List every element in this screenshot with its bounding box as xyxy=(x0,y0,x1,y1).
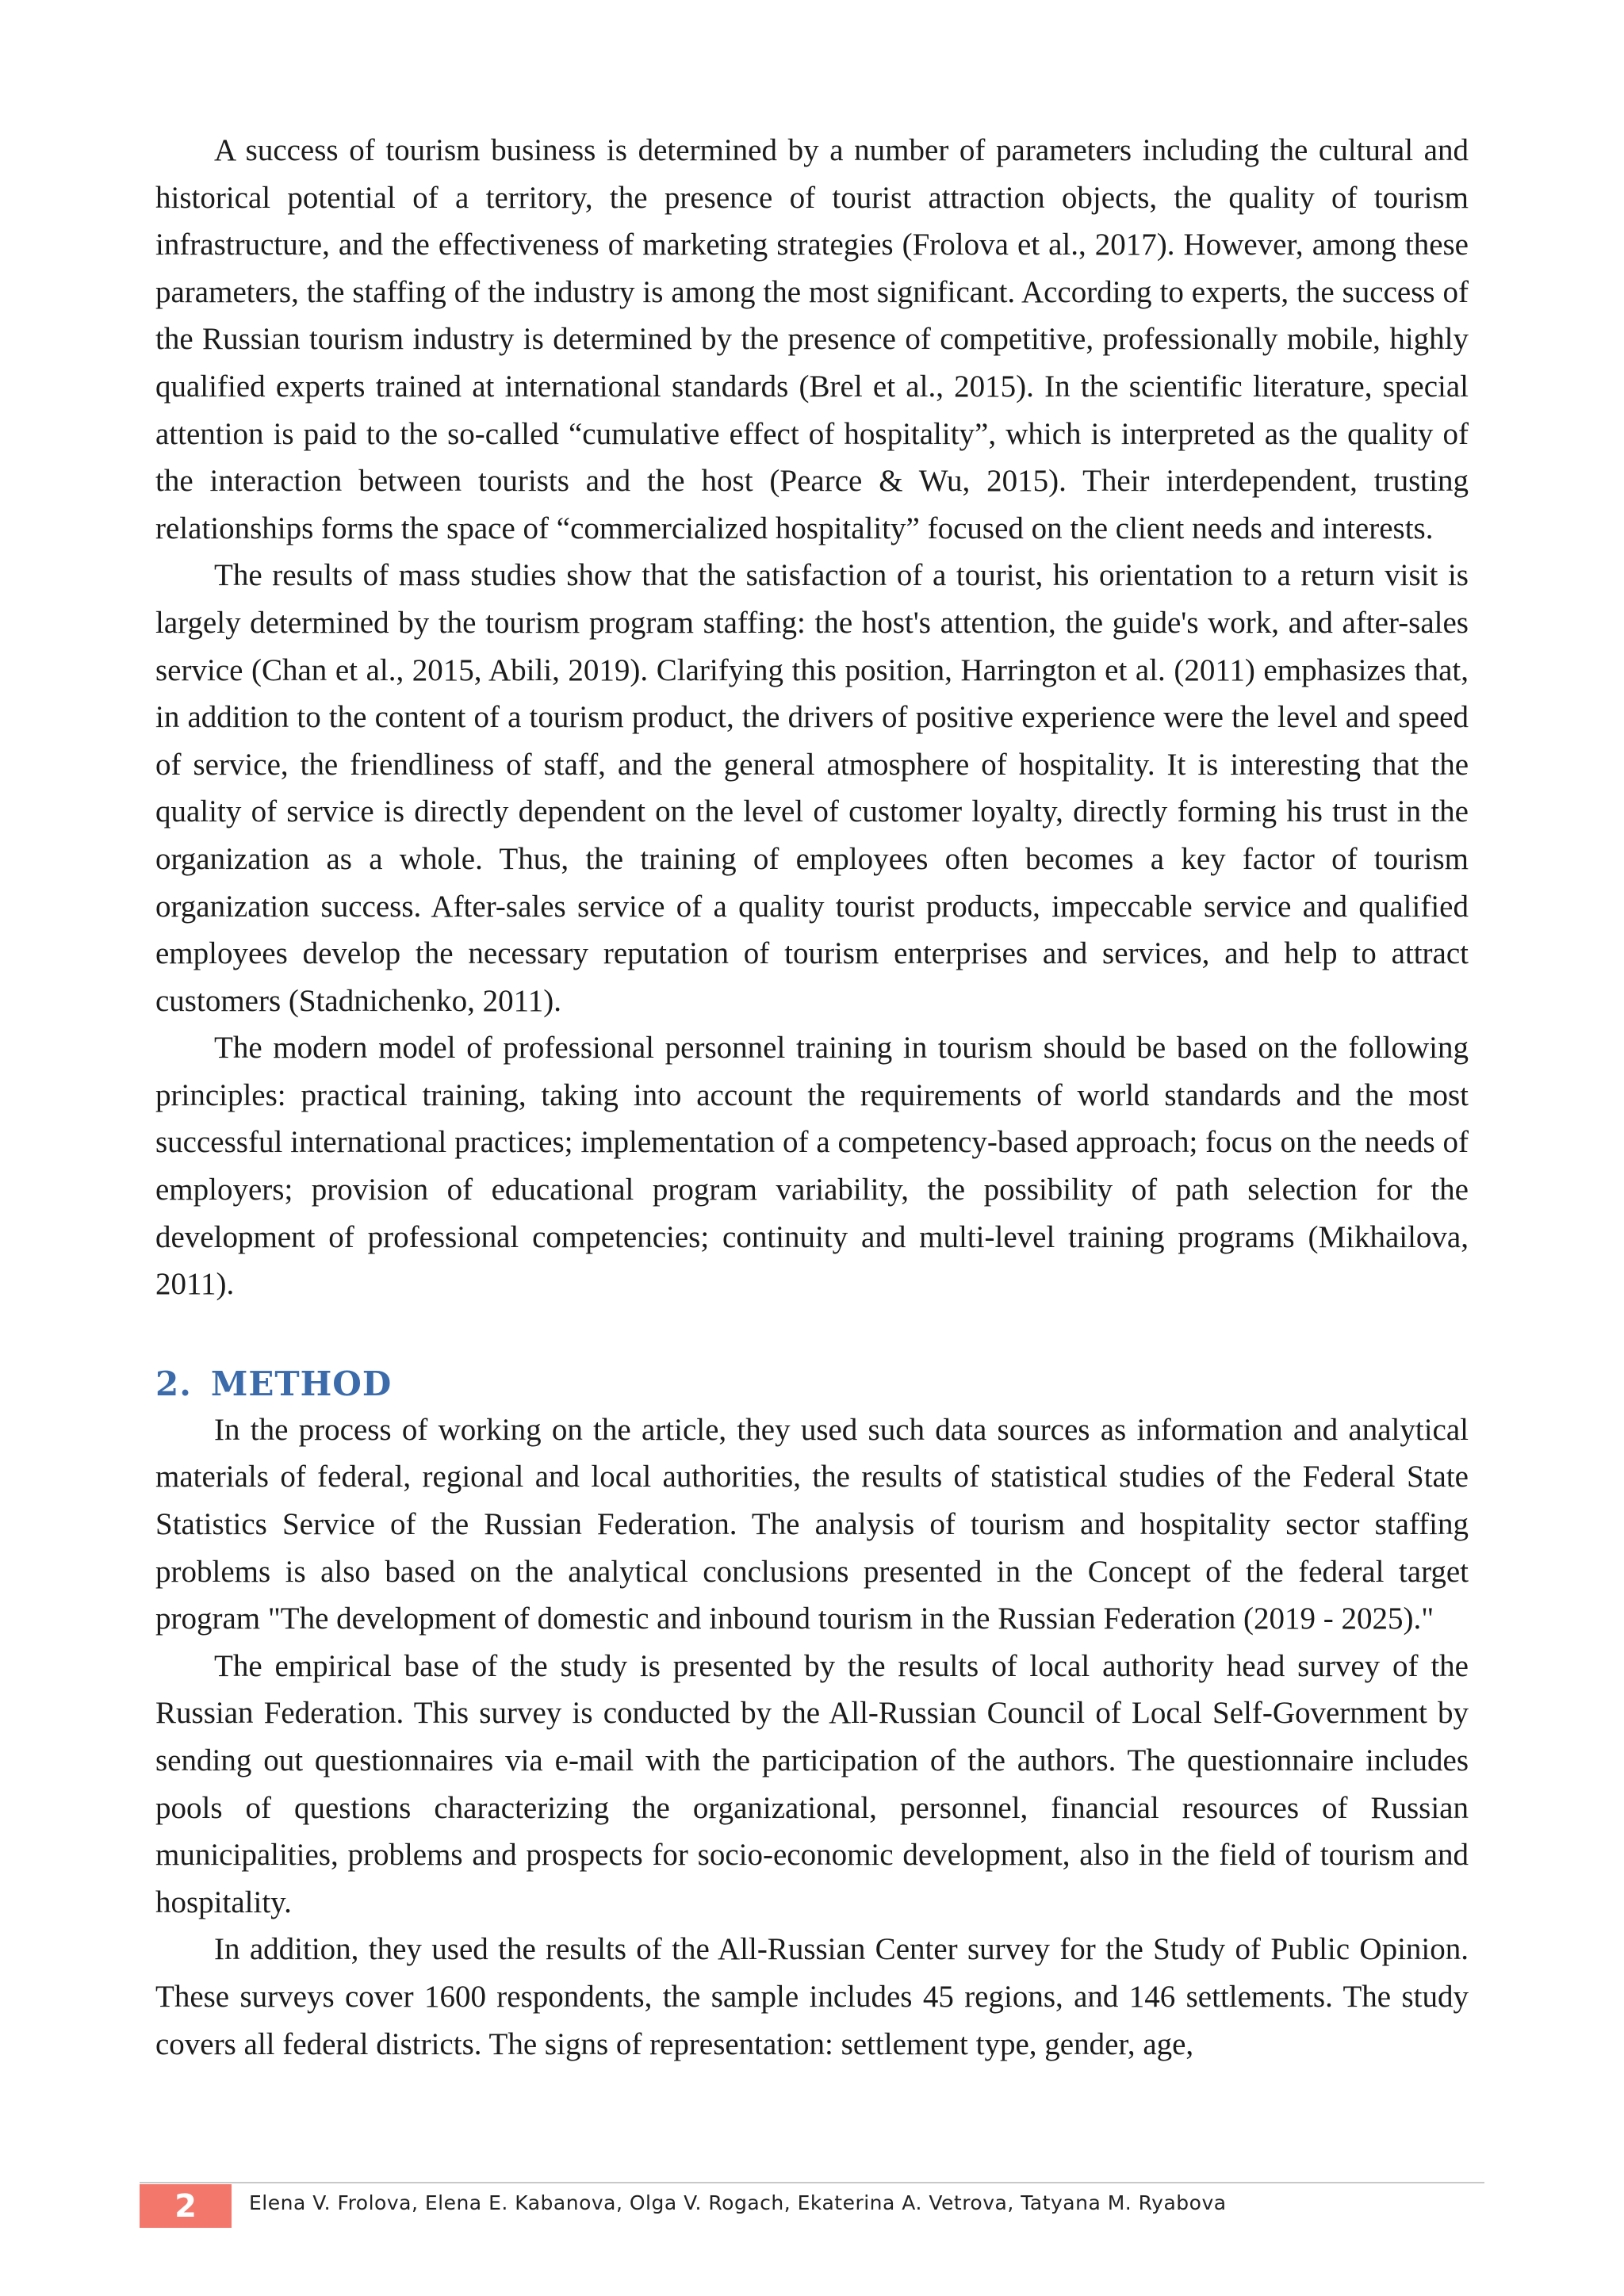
section-number: 2. xyxy=(155,1364,192,1403)
paragraph-empirical-base: The empirical base of the study is presented by the results of local authority head survey of the Russian Federation. This survey is conducted by the All-Russian Council of Local Self-Government by sending out questionnaires via e-mail with the participation of the authors. The questionnaire includes pools of questions characterizing the organizational, personnel, financial resources of Russian municipalities, problems and prospects for socio-economic development, also in the field of tourism and hospitality. xyxy=(155,1648,1469,1919)
paragraph-modern-model: The modern model of professional personnel training in tourism should be based on the following principles: practical training, taking into account the requirements of world standards and the most successful international practices; implementation of a competency-based approach; focus on the needs of employers; provision of educational program variability, the possibility of path selection for the development of professional competencies; continuity and multi-level training programs (Mikhailova, 2011). xyxy=(155,1031,1469,1302)
paragraph-mass-studies: The results of mass studies show that the satisfaction of a tourist, his orientation to a return visit is largely determined by the tourism program staffing: the host's attention, the guide's work, and after-sales service (Chan et al., 2015, Abili, 2019). Clarifying this position, Harrington et al. (2011) emphasizes that, in addition to the content of a tourism product, the drivers of positive experience were the level and speed of service, the friendliness of staff, and the general atmosphere of hospitality. It is interesting that the quality of service is directly dependent on the level of customer loyalty, directly forming his trust in the organization as a whole. Thus, the training of employees often becomes a key factor of tourism organization success. After-sales service of a quality tourist products, impeccable service and qualified employees develop the necessary reputation of tourism enterprises and services, and help to attract customers (Stadnichenko, 2011). xyxy=(155,558,1469,1018)
section-title: METHOD xyxy=(210,1364,393,1403)
page-number: 2 xyxy=(140,2184,232,2228)
footer-authors: Elena V. Frolova, Elena E. Kabanova, Olga V. Rogach, Ekaterina A. Vetrova, Tatyana M. Ryabova xyxy=(249,2191,1227,2214)
paragraph-data-sources: In the process of working on the article, they used such data sources as information and analytical materials of federal, regional and local authorities, the results of statistical studies of the Federal State Statistics Service of the Russian Federation. The analysis of tourism and hospitality sector staffing problems is also based on the analytical conclusions presented in the Concept of the federal target program "The development of domestic and inbound tourism in the Russian Federation (2019 - 2025)." xyxy=(155,1412,1469,1636)
page-content xyxy=(155,127,1469,2068)
paragraph-success-of-tourism: A success of tourism business is determined by a number of parameters including the cultural and historical potential of a territory, the presence of tourist attraction objects, the quality of tourism infrastructure, and the effectiveness of marketing strategies (Frolova et al., 2017). However, among these parameters, the staffing of the industry is among the most significant. According to experts, the success of the Russian tourism industry is determined by the presence of competitive, professionally mobile, highly qualified experts trained at international standards (Brel et al., 2015). In the scientific literature, special attention is paid to the so-called “cumulative effect of hospitality”, which is interpreted as the quality of the interaction between tourists and the host (Pearce & Wu, 2015). Their interdependent, trusting relationships forms the space of “commercialized hospitality” focused on the client needs and interests. xyxy=(155,133,1469,545)
section-heading-method xyxy=(155,1362,1469,1406)
footer-divider xyxy=(140,2182,1484,2183)
paragraph-additional-surveys: In addition, they used the results of the All-Russian Center survey for the Study of Public Opinion. These surveys cover 1600 respondents, the sample includes 45 regions, and 146 settlements. The study covers all federal districts. The signs of representation: settlement type, gender, age, xyxy=(155,1932,1469,2061)
